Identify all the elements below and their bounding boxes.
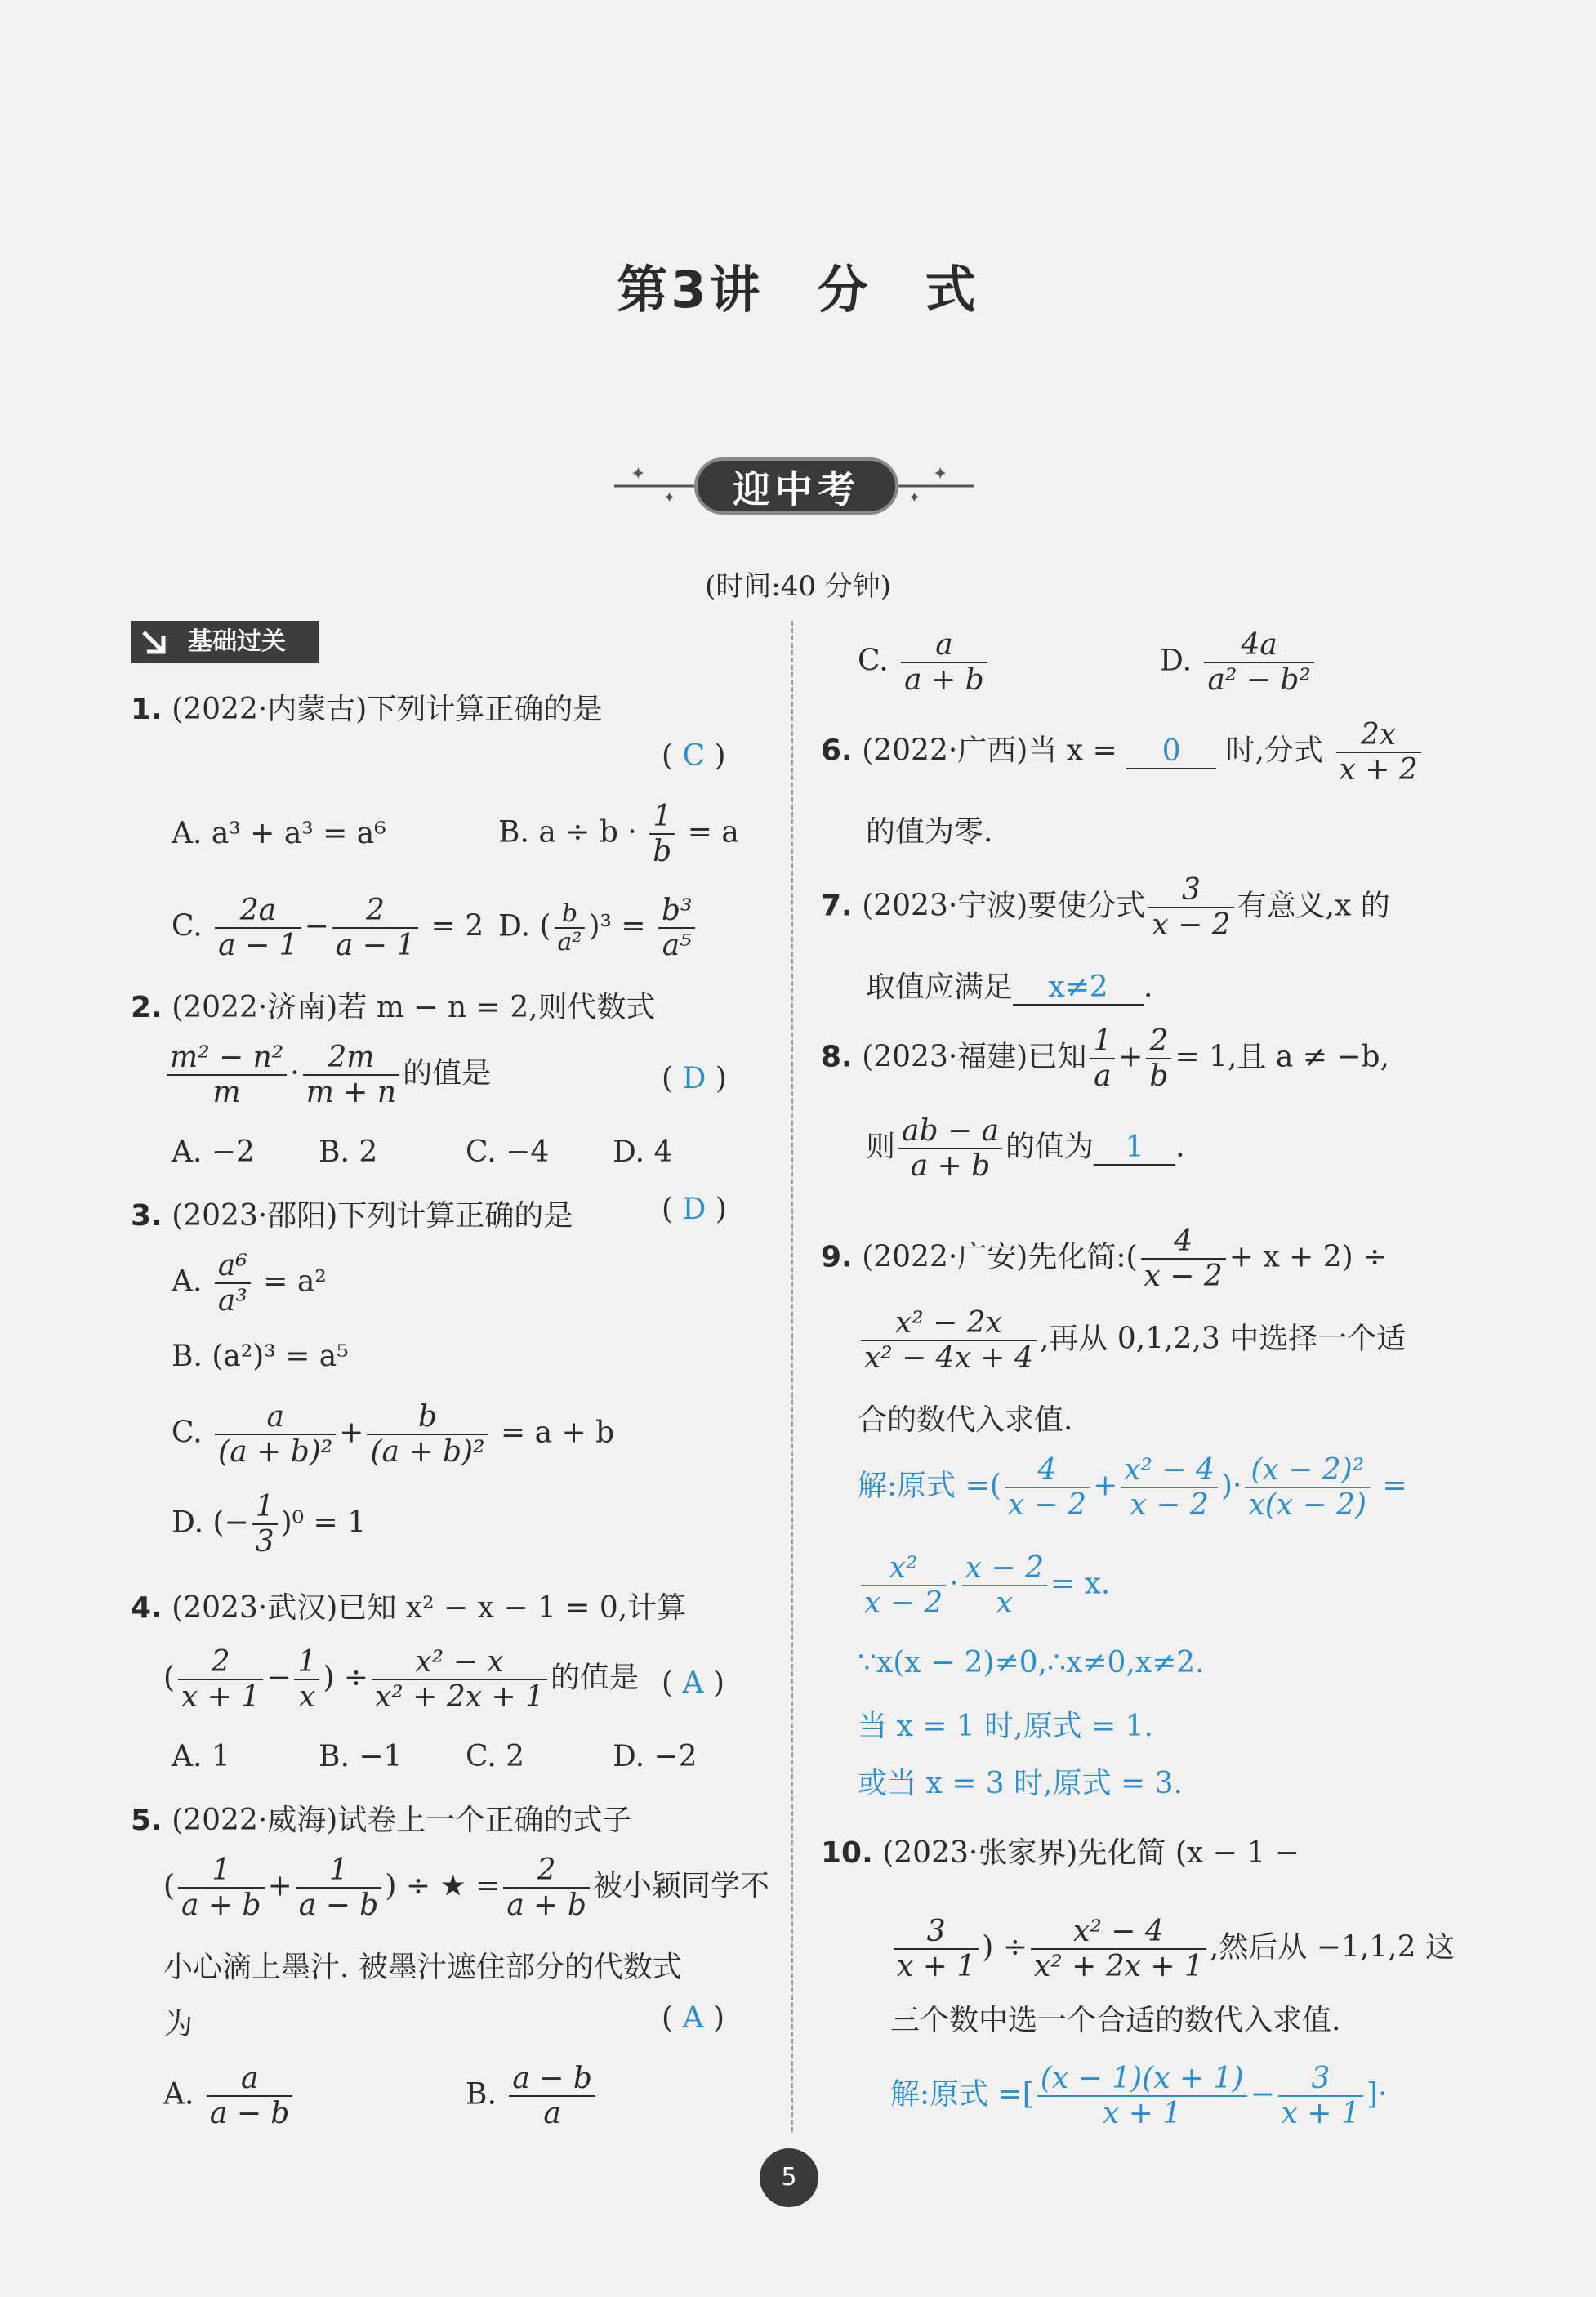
q10-line2: $\frac{3}{x + 1}$ ) ÷ $\frac{\text{x² − 4}}{\text{x² + 2x + 1}}$ ,然后从 −1,1,2 这 xyxy=(890,1916,1455,1983)
q4-stem: 4. (2023·武汉)已知 x² − x − 1 = 0,计算 xyxy=(131,1591,687,1625)
q5-answer: ( A ) xyxy=(662,2001,724,2035)
q9-solution-1: 解:原式 =( $\frac{4}{x - 2}$ + $\frac{\text{x² − 4}}{x - 2}$ )· $\frac{\text{(x − 2)²}}{x(x - 2)}$ = xyxy=(858,1453,1407,1522)
q3-option-d: D. (− $\frac{1}{3}$ )⁰ = 1 xyxy=(172,1490,367,1559)
banner-badge: 迎中考 xyxy=(694,457,898,515)
arrow-icon xyxy=(139,627,172,657)
time-note: (时间:40 分钟) xyxy=(704,570,892,603)
svg-text:✦: ✦ xyxy=(908,489,921,506)
q5-line4: 为 xyxy=(163,2008,194,2041)
q10-stem: 10. (2023·张家界)先化简 (x − 1 − xyxy=(821,1836,1300,1870)
q2-option-a: A. −2 xyxy=(172,1135,255,1169)
q9-solution-3: ∵x(x − 2)≠0,∴x≠0,x≠2. xyxy=(858,1646,1205,1679)
q8-line2: 则 $\frac{ab - a}{a + b}$ 的值为 1 . xyxy=(866,1114,1185,1183)
q4-answer: ( A ) xyxy=(662,1666,724,1700)
q5-option-d: D. $\frac{4a}{\text{a² − b²}}$ xyxy=(1160,629,1317,697)
q4-option-b: B. −1 xyxy=(319,1740,403,1773)
q3-stem: 3. (2023·邵阳)下列计算正确的是 xyxy=(131,1199,573,1233)
q6-stem: 6. (2022·广西)当 x = 0 时,分式 $\frac{2x}{x + 2}$ xyxy=(821,719,1424,787)
q1-option-d: D. ( $\frac{b}{\text{a²}}$ )³ = $\frac{\text{b³}}{\text{a⁵}}$ xyxy=(498,894,698,962)
svg-text:✦: ✦ xyxy=(663,489,676,506)
q9-line3: 合的数代入求值. xyxy=(858,1403,1073,1437)
q3-option-c: C. $\frac{a}{\text{(a + b)²}}$ + $\frac{b}{\text{(a + b)²}}$ = a + b xyxy=(172,1400,615,1469)
q7-stem: 7. (2023·宁波)要使分式 $\frac{3}{x - 2}$ 有意义,x 的 xyxy=(821,873,1390,942)
q8-stem: 8. (2023·福建)已知 $\frac{1}{a}$ + $\frac{2}{b}$ = 1,且 a ≠ −b, xyxy=(821,1024,1390,1093)
q3-option-b: B. (a²)³ = a⁵ xyxy=(172,1340,349,1373)
svg-text:✦: ✦ xyxy=(631,464,646,484)
q3-answer: ( D ) xyxy=(662,1193,727,1226)
q10-solution-1: 解:原式 =[ $\frac{(x - 1)(x + 1)}{x + 1}$ − $\frac{3}{x + 1}$ ]· xyxy=(890,2062,1388,2130)
q2-option-b: B. 2 xyxy=(319,1135,378,1169)
q1-answer: ( C ) xyxy=(662,739,726,773)
svg-text:✦: ✦ xyxy=(933,464,948,484)
q7-line2: 取值应满足 x≠2 . xyxy=(866,970,1153,1004)
page-number: 5 xyxy=(760,2148,818,2207)
q2-option-c: C. −4 xyxy=(466,1135,550,1169)
q5-stem: 5. (2022·威海)试卷上一个正确的式子 xyxy=(131,1804,632,1837)
q4-expression: ( $\frac{2}{x + 1}$ − $\frac{1}{x}$ ) ÷ $\frac{\text{x² − x}}{\text{x² + 2x + 1}}$ 的值是 xyxy=(163,1645,640,1714)
q1-stem: 1. (2022·内蒙古)下列计算正确的是 xyxy=(131,693,603,726)
section-label: 基础过关 xyxy=(188,627,286,656)
q4-option-d: D. −2 xyxy=(613,1740,698,1773)
q10-line3: 三个数中选一个合适的数代入求值. xyxy=(890,2004,1341,2037)
q4-option-a: A. 1 xyxy=(172,1740,230,1773)
q5-option-c: C. $\frac{a}{a + b}$ xyxy=(858,629,991,697)
q3-option-a: A. $\frac{\text{a⁶}}{\text{a³}}$ = a² xyxy=(172,1249,327,1318)
q6-line2: 的值为零. xyxy=(866,815,993,849)
q1-option-b: B. a ÷ b · $\frac{1}{b}$ = a xyxy=(498,800,739,868)
q5-line3: 小心滴上墨汁. 被墨汁遮住部分的代数式 xyxy=(163,1951,682,1984)
q5-option-b: B. $\frac{a - b}{a}$ xyxy=(466,2063,599,2130)
q9-solution-2: $\frac{\text{x²}}{x - 2}$ · $\frac{x - 2}{x}$ = x. xyxy=(858,1552,1110,1620)
column-divider xyxy=(791,621,793,2132)
page-title: 第3讲 分 式 xyxy=(617,260,979,319)
q5-option-a: A. $\frac{a}{a - b}$ xyxy=(163,2063,296,2130)
q4-option-c: C. 2 xyxy=(466,1740,525,1773)
q2-expression: $\frac{\text{m² − n²}}{m}$ · $\frac{2m}{m + n}$ 的值是 xyxy=(163,1041,491,1109)
q2-answer: ( D ) xyxy=(662,1062,727,1095)
q2-stem: 2. (2022·济南)若 m − n = 2,则代数式 xyxy=(131,991,656,1024)
q9-line2: $\frac{\text{x² − 2x}}{\text{x² − 4x + 4}}$ ,再从 0,1,2,3 中选择一个适 xyxy=(858,1307,1406,1375)
q1-option-a: A. a³ + a³ = a⁶ xyxy=(172,817,386,850)
q1-option-c: C. $\frac{2a}{a - 1}$ − $\frac{2}{a - 1}$ = 2 xyxy=(172,894,484,962)
q9-stem: 9. (2022·广安)先化简:( $\frac{4}{x - 2}$ + x + 2) ÷ xyxy=(821,1224,1388,1293)
q5-expression: ( $\frac{1}{a + b}$ + $\frac{1}{a - b}$ ) ÷ ★ = $\frac{2}{a + b}$ 被小颖同学不 xyxy=(163,1853,769,1922)
q9-solution-5: 或当 x = 3 时,原式 = 3. xyxy=(858,1767,1183,1800)
q2-option-d: D. 4 xyxy=(613,1135,673,1169)
q9-solution-4: 当 x = 1 时,原式 = 1. xyxy=(858,1710,1153,1743)
